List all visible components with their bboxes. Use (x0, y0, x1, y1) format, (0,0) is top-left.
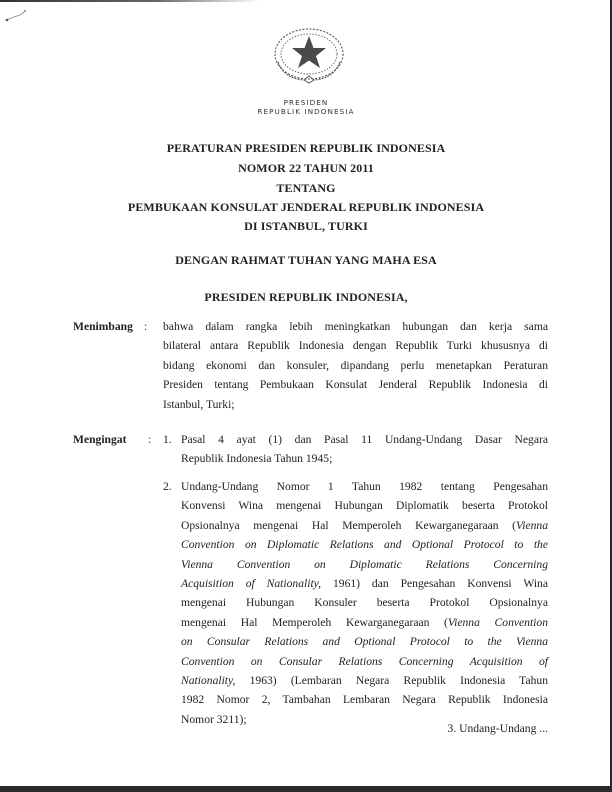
regulation-subject-location: DI ISTANBUL, TURKI (244, 219, 368, 233)
list-line: Konvensi Wina mengenai Hubungan Diplomatik beserta Protokol (181, 499, 548, 513)
mengingat-label: Mengingat (73, 433, 127, 446)
regulation-tentang: TENTANG (276, 181, 336, 195)
regulation-number: NOMOR 22 TAHUN 2011 (238, 161, 374, 175)
list-number: 2. (163, 480, 172, 493)
issuer: PRESIDEN REPUBLIK INDONESIA, (204, 290, 408, 304)
menimbang-line: bidang ekonomi dan konsuler, dipandang perlu menetapkan Peraturan (163, 358, 548, 372)
invocation: DENGAN RAHMAT TUHAN YANG MAHA ESA (175, 253, 437, 267)
list-line: 1982 Nomor 2, Tambahan Lembaran Negara Republik Indonesia (181, 693, 548, 707)
mengingat-item-1 (181, 430, 548, 469)
menimbang-line: Istanbul, Turki; (163, 397, 235, 411)
text-segment: Opsionalnya mengenai Hal Memperoleh Kewarganegaraan ( (181, 518, 517, 532)
text-segment-italic: Vienna (516, 518, 548, 532)
list-line: Convention on Diplomatic Relations and Optional Protocol to the (181, 538, 548, 552)
list-line (181, 613, 548, 632)
mengingat-item-2 (181, 477, 548, 729)
menimbang-colon: : (144, 320, 148, 333)
list-number: 1. (163, 433, 172, 446)
list-line: Pasal 4 ayat (1) dan Pasal 11 Undang-Undang Dasar Negara (181, 433, 548, 446)
header-republik-indonesia: REPUBLIK INDONESIA (257, 107, 355, 116)
list-line: on Consular Relations and Optional Protocol to the Vienna (181, 635, 548, 649)
list-line (181, 574, 548, 593)
regulation-title: PERATURAN PRESIDEN REPUBLIK INDONESIA (166, 141, 446, 155)
text-segment-italic: Acquisition of Nationality, (181, 577, 322, 591)
text-segment: 1963) (Lembaran Negara Republik Indonesia Tahun (235, 674, 548, 688)
text-segment: mengenai Hal Memperoleh Kewarganegaraan ( (181, 615, 448, 629)
scan-edge-top (0, 0, 260, 2)
list-line: Republik Indonesia Tahun 1945; (181, 452, 333, 466)
text-segment: 1961) dan Pengesahan Konvensi Wina (321, 577, 548, 591)
menimbang-line: bilateral antara Republik Indonesia dengan Republik Turki khususnya di (163, 339, 548, 353)
header-presiden: PRESIDEN (283, 98, 329, 107)
text-segment-italic: Vienna Convention (447, 615, 548, 629)
regulation-subject: PEMBUKAAN KONSULAT JENDERAL REPUBLIK INDONESIA (127, 200, 485, 214)
list-line (181, 671, 548, 690)
text-segment-italic: Nationality, (181, 674, 236, 688)
presidential-emblem-icon (270, 26, 348, 88)
list-line: Nomor 3211); (181, 712, 247, 726)
menimbang-line: Presiden tentang Pembukaan Konsulat Jenderal Republik Indonesia di (163, 378, 548, 392)
scan-speck-mark (4, 8, 34, 22)
list-line (181, 516, 548, 535)
scan-edge-bottom (0, 786, 612, 792)
page-continuation: 3. Undang-Undang ... (447, 722, 548, 735)
list-line: mengenai Hubungan Konsuler beserta Protokol Opsionalnya (181, 596, 548, 610)
menimbang-paragraph (163, 317, 548, 414)
menimbang-label: Menimbang (73, 320, 133, 333)
mengingat-colon: : (148, 433, 152, 446)
menimbang-line: bahwa dalam rangka lebih meningkatkan hubungan dan kerja sama (163, 320, 548, 333)
list-line: Undang-Undang Nomor 1 Tahun 1982 tentang Pengesahan (181, 480, 548, 493)
list-line: Convention on Consular Relations Concerning Acquisition of (181, 654, 548, 668)
list-line: Vienna Convention on Diplomatic Relations Concerning (181, 557, 548, 571)
